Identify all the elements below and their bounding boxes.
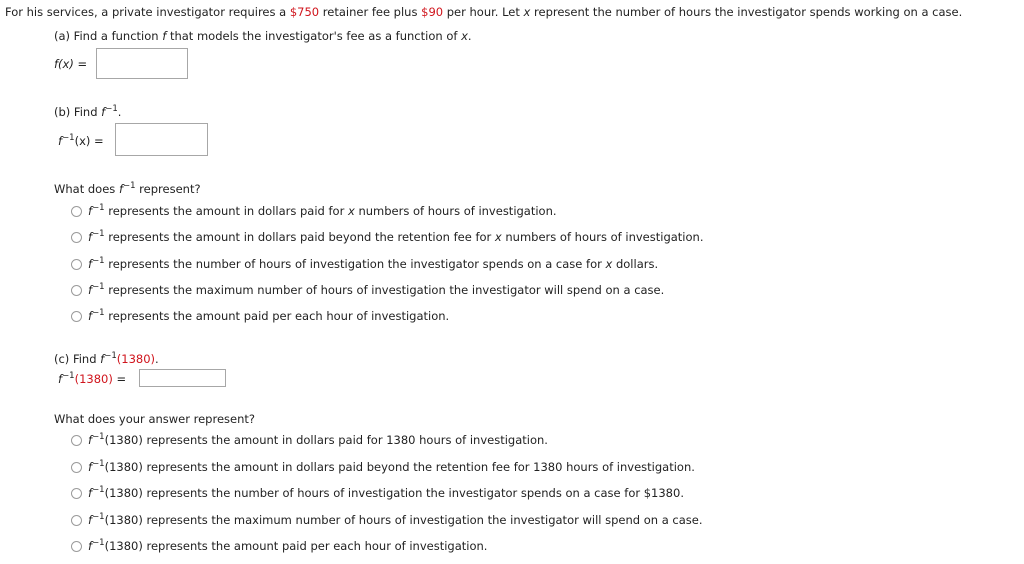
function-f: f xyxy=(88,309,93,323)
option-text-2: numbers of hours of investigation. xyxy=(354,204,557,218)
option-text: represents the amount paid per each hour of investigation. xyxy=(104,309,450,323)
problem-text-2: retainer fee plus xyxy=(319,5,422,19)
finv-1380-answer-input[interactable] xyxy=(139,369,226,387)
part-a-label xyxy=(54,29,472,43)
function-f: f xyxy=(88,257,93,271)
function-f: f xyxy=(101,105,106,119)
option-text: (1380) represents the amount paid per each hour of investigation. xyxy=(104,539,488,553)
variable-x: x xyxy=(523,5,531,19)
option-text-2: dollars. xyxy=(612,257,659,271)
option-c-5-label xyxy=(88,539,487,553)
option-b-4-label xyxy=(88,283,664,297)
option-b-2-label xyxy=(88,230,703,244)
function-f: f xyxy=(88,539,93,553)
function-f: f xyxy=(88,513,93,527)
finv-x-label xyxy=(58,134,104,148)
variable-x: x xyxy=(605,257,613,271)
finv-x-eq: (x) = xyxy=(74,134,104,148)
retainer-amount: $750 xyxy=(289,5,320,19)
radio-option-c-2[interactable] xyxy=(71,462,82,473)
function-f: f xyxy=(88,283,93,297)
problem-text-1: For his services, a private investigator requires a xyxy=(5,5,290,19)
function-f: f xyxy=(118,182,123,196)
option-b-5-label xyxy=(88,309,449,323)
radio-option-b-4[interactable] xyxy=(71,285,82,296)
problem-text-3: per hour. Let xyxy=(443,5,524,19)
option-c-3-label xyxy=(88,486,684,500)
radio-option-b-2[interactable] xyxy=(71,232,82,243)
option-text: represents the amount in dollars paid beyond the retention fee for xyxy=(104,230,495,244)
radio-option-c-5[interactable] xyxy=(71,541,82,552)
period: . xyxy=(155,352,159,366)
function-f: f xyxy=(58,372,63,386)
finv-answer-input[interactable] xyxy=(115,123,208,156)
option-text: (1380) represents the amount in dollars paid beyond the retention fee for 1380 hours of investigation. xyxy=(104,460,695,474)
inverse-superscript: −1 xyxy=(92,308,105,318)
part-b-text: (b) Find xyxy=(54,105,102,119)
argument-1380: (1380) xyxy=(116,352,156,366)
inverse-superscript: −1 xyxy=(92,432,105,442)
inverse-superscript: −1 xyxy=(92,282,105,292)
radio-option-b-1[interactable] xyxy=(71,206,82,217)
inverse-superscript: −1 xyxy=(92,459,105,469)
inverse-superscript: −1 xyxy=(105,104,118,114)
function-f: f xyxy=(88,204,93,218)
function-f: f xyxy=(88,460,93,474)
inverse-superscript: −1 xyxy=(92,512,105,522)
inverse-superscript: −1 xyxy=(92,256,105,266)
option-text: (1380) represents the number of hours of investigation the investigator spends on a case for $1380. xyxy=(104,486,684,500)
inverse-superscript: −1 xyxy=(123,181,136,191)
option-text-2: numbers of hours of investigation. xyxy=(501,230,704,244)
question-text-2: represent? xyxy=(135,182,201,196)
option-text: represents the number of hours of investigation the investigator spends on a case for xyxy=(104,257,606,271)
inverse-superscript: −1 xyxy=(92,538,105,548)
function-f: f xyxy=(100,352,105,366)
period: . xyxy=(467,29,472,43)
variable-x: x xyxy=(494,230,502,244)
argument-1380: (1380) xyxy=(74,372,113,386)
inverse-superscript: −1 xyxy=(62,133,75,143)
part-a-text-2: that models the investigator's fee as a function of xyxy=(166,29,462,43)
option-c-2-label xyxy=(88,460,695,474)
function-f: f xyxy=(88,486,93,500)
inverse-superscript: −1 xyxy=(62,371,75,381)
radio-option-c-4[interactable] xyxy=(71,515,82,526)
part-c-text: (c) Find xyxy=(54,352,101,366)
fx-label: f(x) = xyxy=(54,57,88,71)
finv-1380-label xyxy=(58,372,126,386)
fx-answer-input[interactable] xyxy=(96,48,188,79)
option-c-4-label xyxy=(88,513,703,527)
period: . xyxy=(117,105,122,119)
radio-option-b-3[interactable] xyxy=(71,259,82,270)
part-a-text: (a) Find a function xyxy=(54,29,163,43)
variable-x: x xyxy=(461,29,468,43)
equals-sign: = xyxy=(112,372,127,386)
inverse-superscript: −1 xyxy=(104,351,117,361)
radio-option-c-1[interactable] xyxy=(71,435,82,446)
option-b-1-label xyxy=(88,204,557,218)
option-c-1-label xyxy=(88,433,548,447)
option-text: (1380) represents the amount in dollars paid for 1380 hours of investigation. xyxy=(104,433,548,447)
radio-option-b-5[interactable] xyxy=(71,311,82,322)
function-f: f xyxy=(88,230,93,244)
hourly-rate: $90 xyxy=(421,5,444,19)
problem-statement xyxy=(5,5,962,19)
inverse-superscript: −1 xyxy=(92,485,105,495)
variable-x: x xyxy=(347,204,355,218)
part-b-question xyxy=(54,182,201,196)
question-text: What does xyxy=(54,182,119,196)
function-f: f xyxy=(162,29,167,43)
radio-option-c-3[interactable] xyxy=(71,488,82,499)
option-text: represents the amount in dollars paid for xyxy=(104,204,348,218)
problem-text-4: represent the number of hours the investigator spends working on a case. xyxy=(530,5,963,19)
inverse-superscript: −1 xyxy=(92,229,105,239)
function-f: f xyxy=(88,433,93,447)
option-text: (1380) represents the maximum number of hours of investigation the investigator will spend on a case. xyxy=(104,513,703,527)
option-text: represents the maximum number of hours of investigation the investigator will spend on a case. xyxy=(104,283,665,297)
part-b-label xyxy=(54,105,121,119)
part-c-question: What does your answer represent? xyxy=(54,412,256,426)
part-c-label xyxy=(54,352,159,366)
option-b-3-label xyxy=(88,257,658,271)
function-f: f xyxy=(58,134,63,148)
inverse-superscript: −1 xyxy=(92,203,105,213)
